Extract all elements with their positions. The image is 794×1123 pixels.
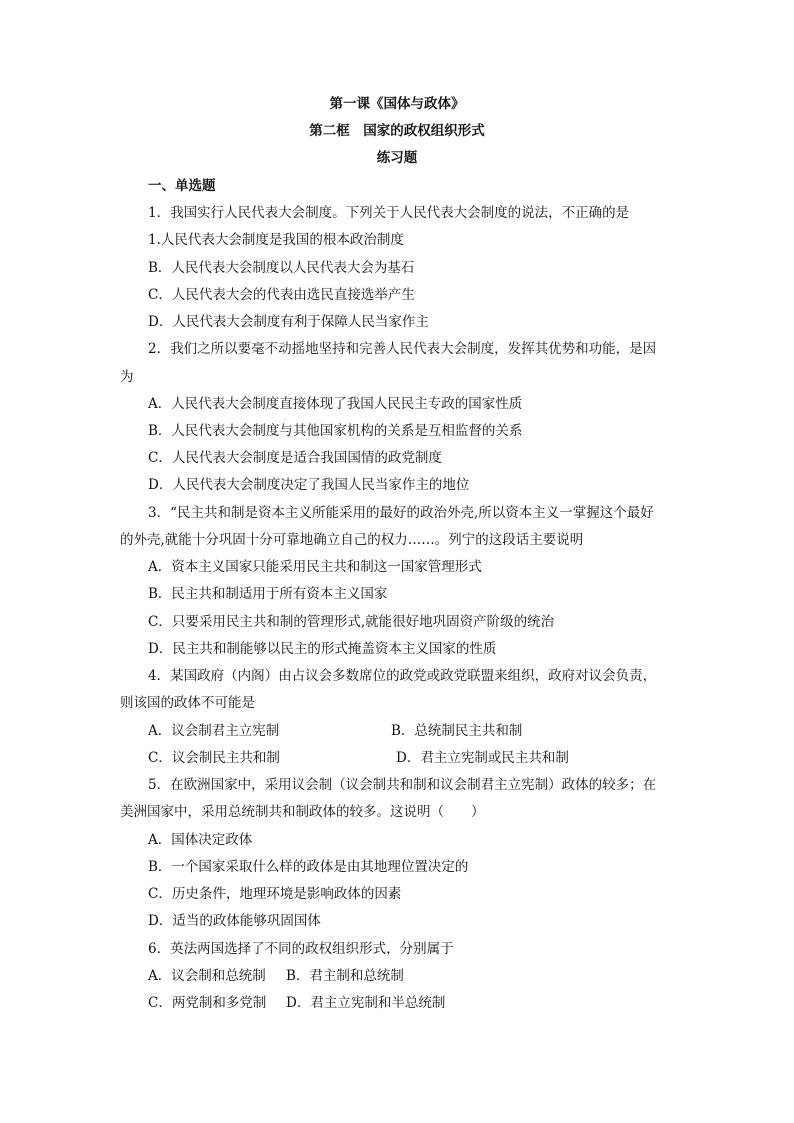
question-3-stem: 3．“民主共和制是资本主义所能采用的最好的政治外壳,所以资本主义一掌握这个最好 bbox=[148, 505, 654, 521]
question-3-option-c: C．只要采用民主共和制的管理形式,就能很好地巩固资产阶级的统治 bbox=[148, 614, 555, 630]
question-6-option-b: B．君主制和总统制 bbox=[286, 968, 404, 984]
question-2-option-b: B．人民代表大会制度与其他国家机构的关系是互相监督的关系 bbox=[148, 423, 523, 439]
question-4-stem-cont: 则该国的政体不可能是 bbox=[120, 695, 255, 711]
question-1-stem: 1．我国实行人民代表大会制度。下列关于人民代表大会制度的说法，不正确的是 bbox=[148, 205, 630, 221]
question-1-option-a: 1.人民代表大会制度是我国的根本政治制度 bbox=[148, 232, 404, 248]
question-3-stem-cont: 的外壳,就能十分巩固十分可靠地确立自己的权力……。列宁的这段话主要说明 bbox=[120, 532, 584, 548]
question-5-option-a: A．国体决定政体 bbox=[148, 832, 253, 848]
question-3-option-b: B．民主共和制适用于所有资本主义国家 bbox=[148, 586, 388, 602]
question-2-stem: 2．我们之所以要毫不动摇地坚持和完善人民代表大会制度，发挥其优势和功能，是因 bbox=[148, 341, 657, 357]
question-2-option-c: C．人民代表大会制度是适合我国国情的政党制度 bbox=[148, 450, 442, 466]
question-1-option-d: D．人民代表大会制度有利于保障人民当家作主 bbox=[148, 314, 429, 330]
question-3-option-d: D．民主共和制能够以民主的形式掩盖资本主义国家的性质 bbox=[148, 641, 497, 657]
question-1-option-c: C．人民代表大会的代表由选民直接选举产生 bbox=[148, 287, 415, 303]
lesson-title: 第一课《国体与政体》 bbox=[329, 96, 465, 112]
question-2-stem-cont: 为 bbox=[120, 369, 134, 385]
question-4-option-d: D．君主立宪制或民主共和制 bbox=[396, 750, 569, 766]
question-6-option-c: C．两党制和多党制 bbox=[148, 995, 267, 1011]
question-5-option-b: B．一个国家采取什么样的政体是由其地理位置决定的 bbox=[148, 859, 469, 875]
section-label: 练习题 bbox=[376, 150, 418, 166]
question-4-stem: 4．某国政府（内阁）由占议会多数席位的政党或政党联盟来组织，政府对议会负责， bbox=[148, 668, 657, 684]
question-5-stem-cont: 美洲国家中，采用总统制共和制政体的较多。这说明（ ） bbox=[120, 804, 485, 820]
question-5-stem: 5．在欧洲国家中，采用议会制（议会制共和制和议会制君主立宪制）政体的较多；在 bbox=[148, 777, 657, 793]
question-6-option-a: A．议会制和总统制 bbox=[148, 968, 266, 984]
question-4-option-b: B．总统制民主共和制 bbox=[391, 723, 523, 739]
lesson-subtitle: 第二框 国家的政权组织形式 bbox=[309, 123, 485, 139]
question-6-option-d: D．君主立宪制和半总统制 bbox=[286, 995, 446, 1011]
question-2-option-d: D．人民代表大会制度决定了我国人民当家作主的地位 bbox=[148, 477, 470, 493]
question-2-option-a: A．人民代表大会制度直接体现了我国人民民主专政的国家性质 bbox=[148, 396, 523, 412]
question-4-option-c: C．议会制民主共和制 bbox=[148, 750, 280, 766]
question-5-option-d: D．适当的政体能够巩固国体 bbox=[148, 913, 321, 929]
question-1-option-b: B．人民代表大会制度以人民代表大会为基石 bbox=[148, 260, 415, 276]
question-3-option-a: A．资本主义国家只能采用民主共和制这一国家管理形式 bbox=[148, 559, 482, 575]
question-4-option-a: A．议会制君主立宪制 bbox=[148, 723, 280, 739]
question-6-stem: 6．英法两国选择了不同的政权组织形式，分别属于 bbox=[148, 941, 454, 957]
question-5-option-c: C．历史条件，地理环境是影响政体的因素 bbox=[148, 886, 402, 902]
section-heading: 一、单选题 bbox=[148, 178, 216, 194]
